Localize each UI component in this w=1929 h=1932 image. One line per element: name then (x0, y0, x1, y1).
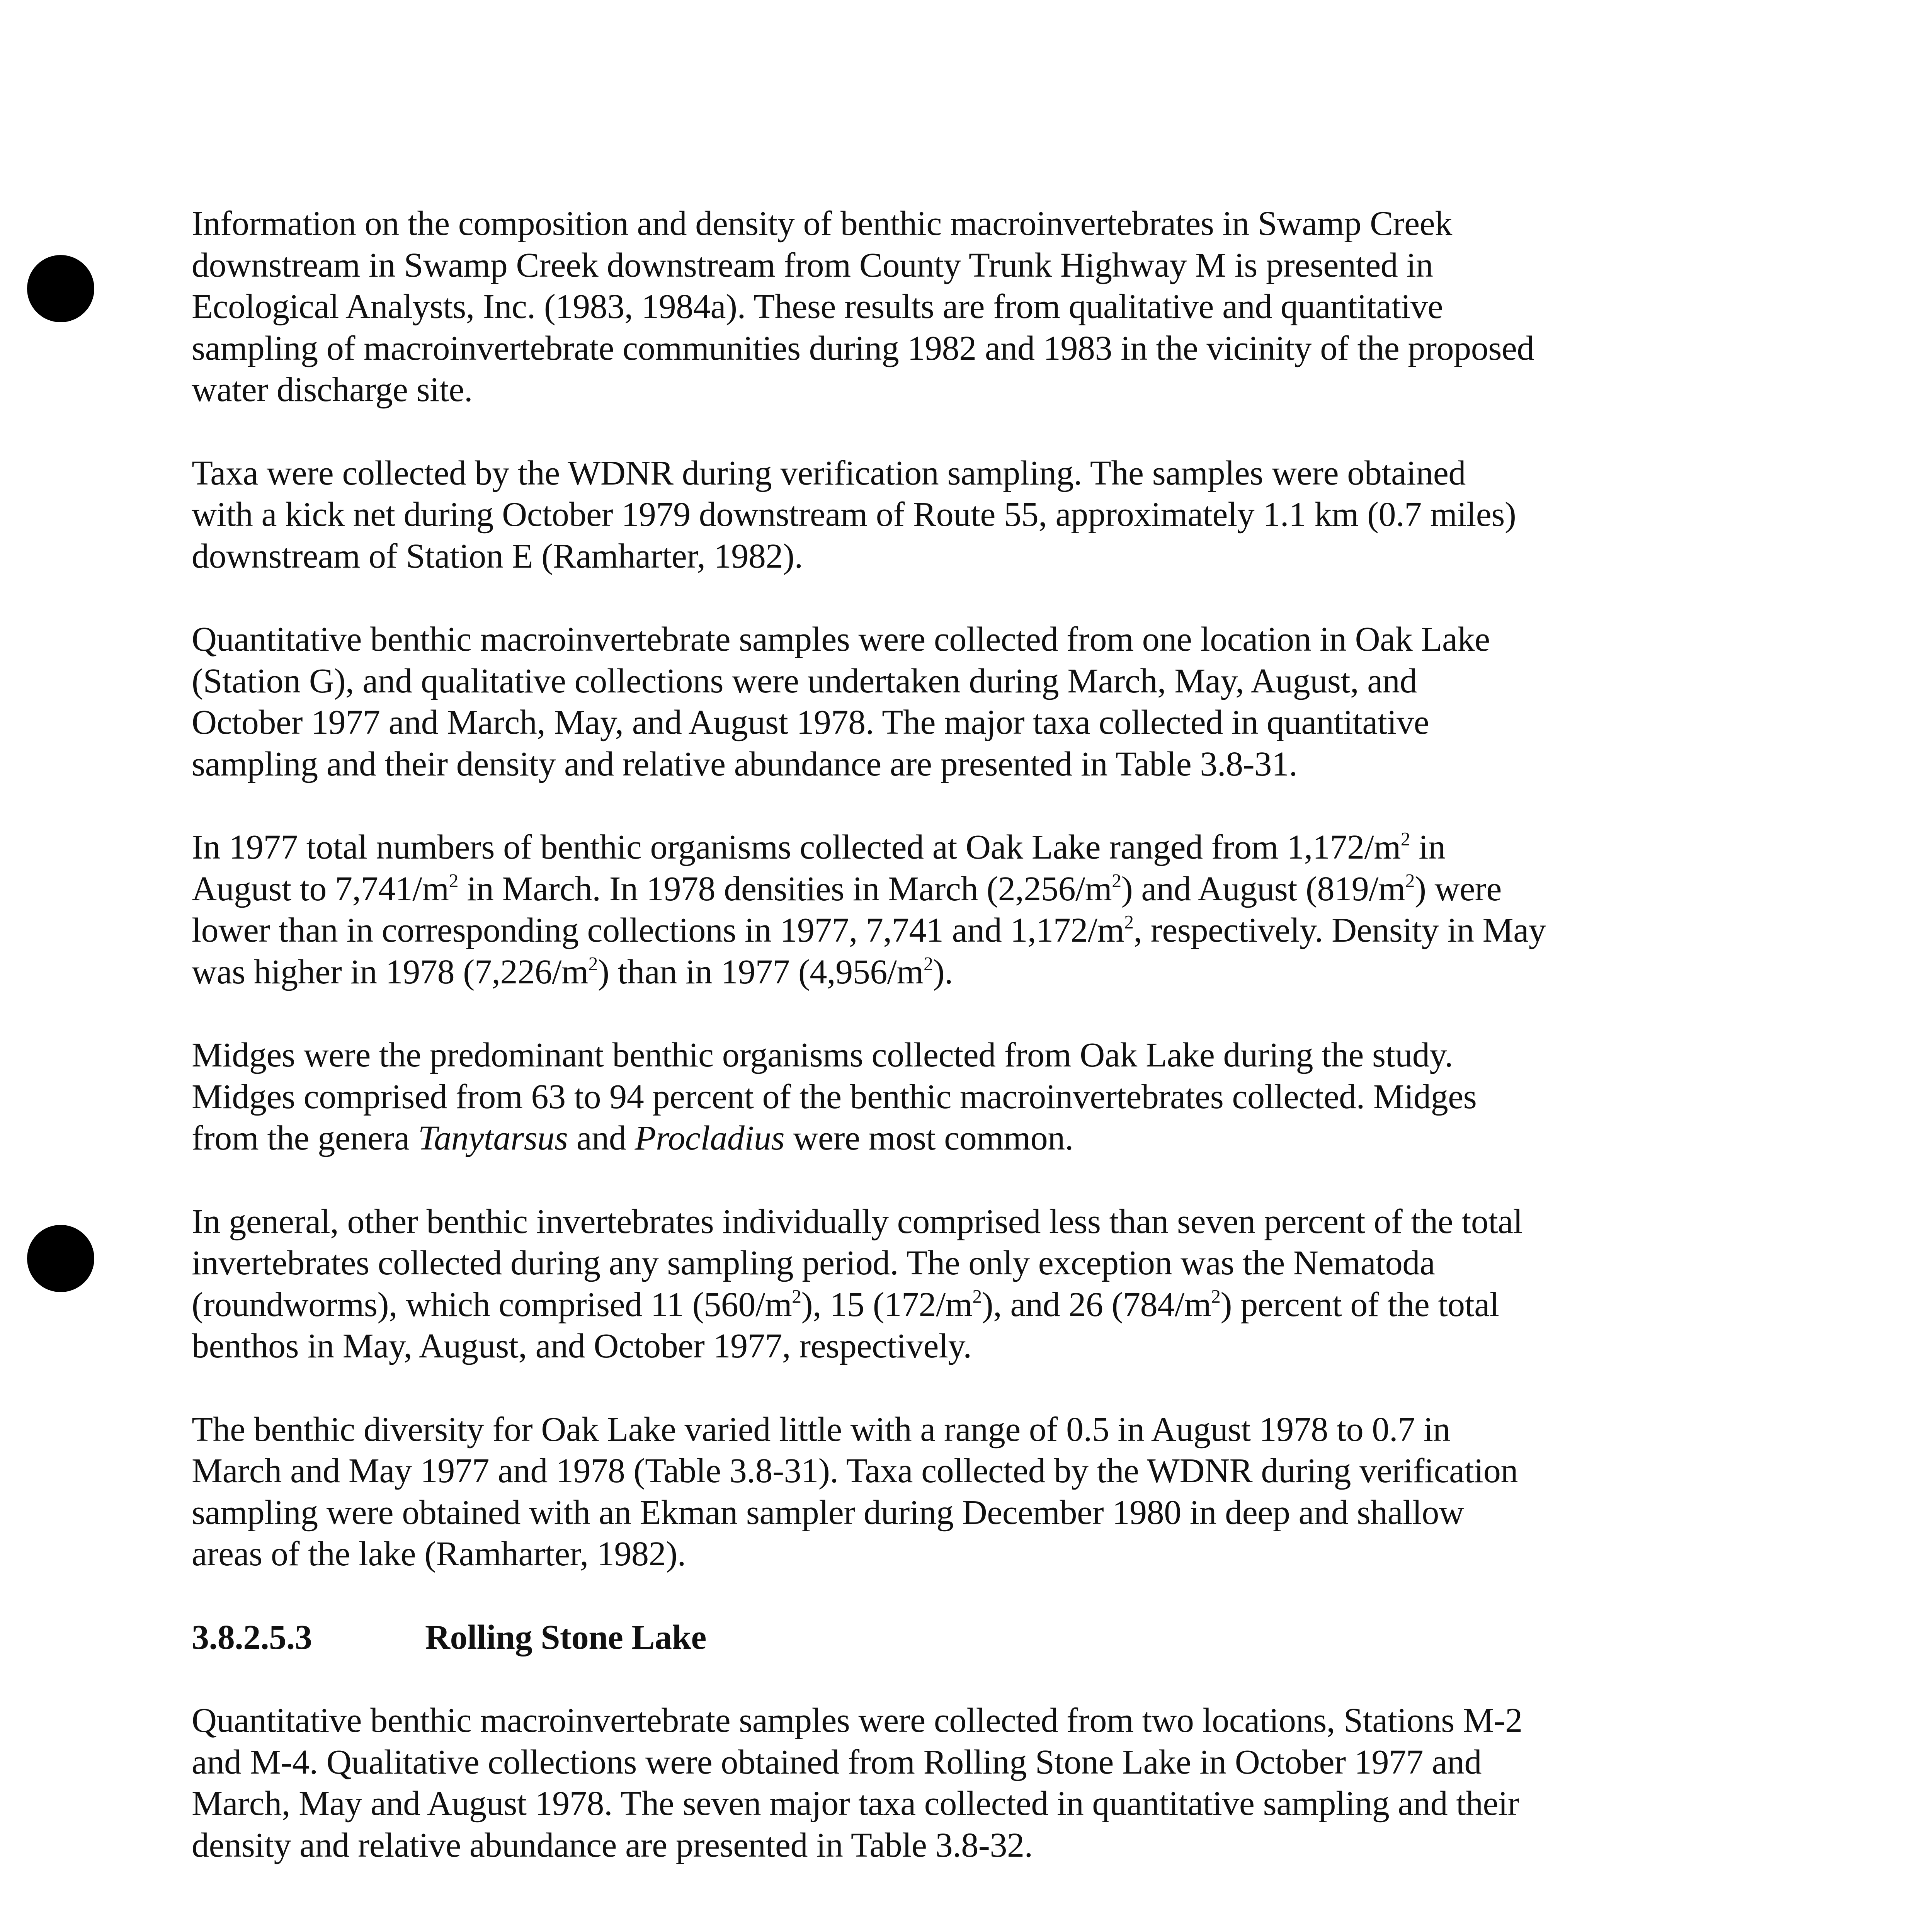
paragraph-rolling-stone-lake (192, 1700, 1737, 1866)
text-line: March, May and August 1978. The seven major taxa collected in quantitative sampling and their (192, 1784, 1519, 1823)
text-line: downstream in Swamp Creek downstream from County Trunk Highway M is presented in (192, 246, 1433, 284)
text-line: benthos in May, August, and October 1977, respectively. (192, 1327, 972, 1365)
text-line: was higher in 1978 $(7,226/m^2)$ than in 1977 $(4,956/m^2)$. (192, 952, 953, 991)
text-line: sampling and their density and relative abundance are presented in Table 3.8-31. (192, 745, 1298, 783)
section-heading (192, 1617, 1737, 1658)
text-line: March and May 1977 and 1978 (Table 3.8-31). Taxa collected by the WDNR during verification (192, 1452, 1518, 1490)
text-line: In 1977 total numbers of benthic organisms collected at Oak Lake ranged from $1,172/m^2$ in (192, 828, 1446, 866)
section-title: Rolling Stone Lake (425, 1618, 706, 1656)
paragraph-benthic-diversity (192, 1409, 1737, 1575)
text-line: sampling were obtained with an Ekman sampler during December 1980 in deep and shallow (192, 1493, 1464, 1532)
paragraph-swamp-creek (192, 203, 1737, 411)
text-line: invertebrates collected during any sampling period. The only exception was the Nematoda (192, 1244, 1435, 1282)
text-line: water discharge site. (192, 371, 473, 409)
text-line: with a kick net during October 1979 downstream of Route 55, approximately 1.1 km (0.7 miles) (192, 495, 1516, 534)
text-line: lower than in corresponding collections in 1977, 7,741 and $1,172/m^2$, respectively. Density in May (192, 911, 1546, 949)
text-line: Information on the composition and density of benthic macroinvertebrates in Swamp Creek (192, 204, 1452, 243)
text-line: (roundworms), which comprised 11 $(560/m^2)$, 15 $(172/m^2)$, and 26 $(784/m^2)$ percent of the total (192, 1285, 1499, 1324)
text-line: Ecological Analysts, Inc. (1983, 1984a). These results are from qualitative and quantitative (192, 287, 1443, 326)
text-line: In general, other benthic invertebrates individually comprised less than seven percent of the total (192, 1202, 1523, 1241)
section-number: 3.8.2.5.3 (192, 1618, 312, 1656)
binder-hole-top (27, 255, 94, 322)
paragraph-other-invertebrates (192, 1201, 1737, 1367)
text-line: The benthic diversity for Oak Lake varied little with a range of 0.5 in August 1978 to 0.7 in (192, 1410, 1451, 1449)
text-line: downstream of Station E (Ramharter, 1982). (192, 537, 803, 575)
text-line: Quantitative benthic macroinvertebrate samples were collected from two locations, Stations M-2 (192, 1701, 1522, 1740)
text-line: Midges were the predominant benthic organisms collected from Oak Lake during the study. (192, 1036, 1453, 1074)
paragraph-wdnr-taxa (192, 452, 1737, 577)
text-line: Taxa were collected by the WDNR during verification sampling. The samples were obtained (192, 454, 1466, 492)
text-line: areas of the lake (Ramharter, 1982). (192, 1535, 686, 1573)
paragraph-midges (192, 1034, 1737, 1159)
text-line: October 1977 and March, May, and August 1978. The major taxa collected in quantitative (192, 703, 1429, 742)
text-line: from the genera Tanytarsus and Procladius were most common. (192, 1119, 1073, 1157)
body-text (192, 203, 1737, 1908)
paragraph-oak-lake-samples (192, 619, 1737, 785)
text-line: sampling of macroinvertebrate communities during 1982 and 1983 in the vicinity of the proposed (192, 329, 1534, 367)
text-line: (Station G), and qualitative collections were undertaken during March, May, August, and (192, 662, 1417, 700)
text-line: Quantitative benthic macroinvertebrate samples were collected from one location in Oak Lake (192, 620, 1490, 658)
text-line: density and relative abundance are presented in Table 3.8-32. (192, 1826, 1033, 1864)
binder-hole-middle (27, 1225, 94, 1292)
paragraph-oak-lake-densities (192, 827, 1737, 993)
text-line: Midges comprised from 63 to 94 percent of the benthic macroinvertebrates collected. Midges (192, 1077, 1477, 1116)
text-line: and M-4. Qualitative collections were obtained from Rolling Stone Lake in October 1977 and (192, 1743, 1482, 1781)
text-line: August to $7,741/m^2$ in March. In 1978 densities in March $(2,256/m^2)$ and August $(819/m^2)$ were (192, 869, 1502, 908)
